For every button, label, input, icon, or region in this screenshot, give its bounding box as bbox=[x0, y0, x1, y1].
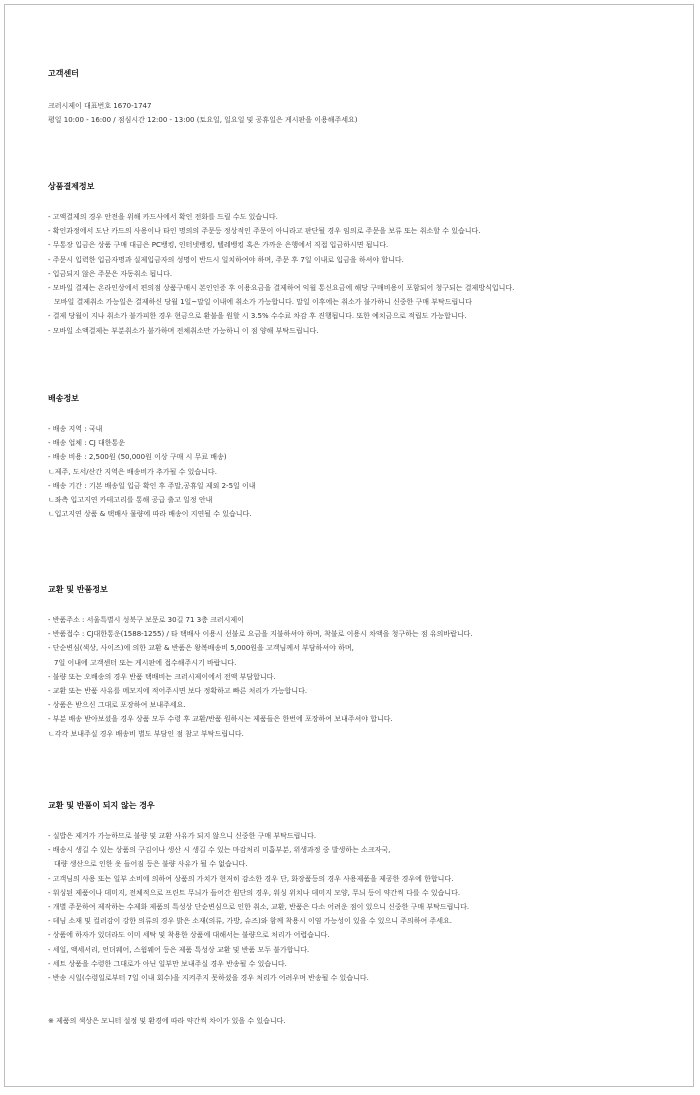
info-line: - 확인과정에서 도난 카드의 사용이나 타인 명의의 주문등 정상적인 주문이 아니라고 판단될 경우 임의로 주문을 보류 또는 취소할 수 있습니다. bbox=[48, 227, 481, 236]
info-line: - 배송시 생길 수 있는 상품의 구김이나 생산 시 생길 수 있는 마감처리 미흡부분, 위생과정 중 발생하는 소크자국, bbox=[48, 846, 391, 855]
section-title: 교환 및 반품정보 bbox=[48, 585, 108, 594]
section-title: 상품결제정보 bbox=[48, 182, 95, 191]
section-customer-center bbox=[48, 68, 648, 127]
info-line: - 배송 비용 : 2,500원 (50,000원 이상 구매 시 무료 배송) bbox=[48, 453, 227, 462]
info-line: - 모바일 소액결제는 부분취소가 불가하며 전체취소만 가능하니 이 점 양해 부탁드립니다. bbox=[48, 326, 319, 335]
info-line: 모바일 결제취소 가능일은 결제하신 당월 1일~말일 이내에 취소가 가능합니다. 말일 이후에는 취소가 불가하니 신중한 구매 부탁드립니다 bbox=[54, 298, 472, 307]
info-line: - 상품은 받으신 그대로 포장하여 보내주세요. bbox=[48, 701, 186, 710]
info-line: - 반송 시일(수령일로부터 7일 이내 회수)을 지켜주지 못하셨을 경우 처리가 어려우며 반송될 수 있습니다. bbox=[48, 974, 369, 983]
info-line: - 상품에 하자가 있더라도 이미 세탁 및 착용한 상품에 대해서는 불량으로 처리가 어렵습니다. bbox=[48, 931, 330, 940]
info-line: - 모바일 결제는 온라인상에서 편의점 상품구매시 본인인증 후 이용요금을 결제하여 익월 통신요금에 해당 구매비용이 포함되어 청구되는 결제방식입니다. bbox=[48, 284, 515, 293]
info-line: - 불량 또는 오배송의 경우 반품 택배비는 크러시제이에서 전액 부담합니다. bbox=[48, 672, 276, 681]
info-line: - 배송 지역 : 국내 bbox=[48, 425, 103, 433]
info-line: - 고액결제의 경우 안전을 위해 카드사에서 확인 전화를 드릴 수도 있습니다. bbox=[48, 213, 278, 221]
info-line: - 실밥은 제거가 가능하므로 불량 및 교환 사유가 되지 않으니 신중한 구매 부탁드립니다. bbox=[48, 832, 317, 840]
info-line: - 단순변심(색상, 사이즈)에 의한 교환 & 반품은 왕복배송비 5,000원을 고객님께서 부담하셔야 하며, bbox=[48, 644, 354, 653]
info-line: - 부분 배송 받아보셨을 경우 상품 모두 수령 후 교환/반품 원하시는 제품들은 한번에 포장하여 보내주셔야 합니다. bbox=[48, 715, 393, 724]
section-non-returnable bbox=[48, 800, 648, 985]
info-line: - 데님 소재 및 컬러감이 강한 의류의 경우 밝은 소재(의류, 가방, 슈즈)와 함께 착용시 이염 가능성이 있을 수 있으니 주의하여 주세요. bbox=[48, 917, 453, 926]
info-line: - 주문시 입력한 입금자명과 실제입금자의 성명이 반드시 일치하여야 하며, 주문 후 7일 이내로 입금을 하셔야 합니다. bbox=[48, 255, 404, 264]
info-line: - 배송 업체 : CJ 대한통운 bbox=[48, 439, 126, 448]
info-line: - 워싱된 제품이나 데미지, 전체적으로 프린트 무늬가 들어간 원단의 경우, 워싱 위치나 데미지 모양, 무늬 등이 약간씩 다를 수 있습니다. bbox=[48, 888, 461, 897]
info-line: - 개별 주문하여 제작하는 수제화 제품의 특성상 단순변심으로 인한 취소, 교환, 반품은 다소 어려운 점이 있으니 신중한 구매 부탁드립니다. bbox=[48, 903, 470, 912]
section-exchange-return-info bbox=[48, 584, 648, 741]
section-title: 고객센터 bbox=[48, 69, 79, 78]
info-line: ㄴ입고지연 상품 & 택배사 물량에 따라 배송이 지연될 수 있습니다. bbox=[48, 510, 252, 519]
section-delivery-info bbox=[48, 393, 648, 521]
color-disclaimer bbox=[48, 1014, 648, 1028]
info-line: - 세일, 액세서리, 언더웨어, 스윔웨어 등은 제품 특성상 교환 및 반품 모두 불가합니다. bbox=[48, 945, 310, 954]
info-line: - 교환 또는 반품 사유를 메모지에 적어주시면 보다 정확하고 빠른 처리가 가능합니다. bbox=[48, 687, 308, 696]
info-line: - 세트 상품을 수령한 그대로가 아닌 일부만 보내주실 경우 반송될 수 있습니다. bbox=[48, 959, 287, 968]
info-line: - 고객님의 사용 또는 일부 소비에 의하여 상품의 가치가 현저히 감소한 경우 단, 화장품등의 경우 사용제품을 제공한 경우에 한합니다. bbox=[48, 874, 454, 883]
info-line: ㄴ제주, 도서/산간 지역은 배송비가 추가될 수 있습니다. bbox=[48, 467, 217, 476]
info-line: - 반품주소 : 서울특별시 성북구 보문로 30길 71 3층 크러시제이 bbox=[48, 616, 244, 624]
section-title: 교환 및 반품이 되지 않는 경우 bbox=[48, 801, 155, 810]
footnote-text: ※ 제품의 색상은 모니터 설정 및 환경에 따라 약간씩 차이가 있을 수 있습니다. bbox=[48, 1017, 286, 1025]
info-line: - 반품접수 : CJ대한통운(1588-1255) / 타 택배사 이용시 선불로 요금을 지불하셔야 하며, 착불로 이용시 차액을 청구하는 점 유의바랍니다. bbox=[48, 630, 473, 639]
info-line: 7일 이내에 고객센터 또는 게시판에 접수해주시기 바랍니다. bbox=[54, 658, 237, 667]
info-line: - 입금되지 않은 주문은 자동취소 됩니다. bbox=[48, 269, 173, 278]
info-line: - 결제 당월이 지나 취소가 불가피한 경우 현금으로 환불을 원할 시 3.5% 수수료 차감 후 진행됩니다. 또한 예치금으로 적립도 가능합니다. bbox=[48, 312, 467, 321]
section-title: 배송정보 bbox=[48, 394, 79, 403]
info-line: 크러시제이 대표번호 1670-1747 bbox=[48, 102, 152, 110]
info-line: - 배송 기간 : 기본 배송일 입금 확인 후 주말,공휴일 제외 2-5일 이내 bbox=[48, 481, 256, 490]
info-line: 대량 생산으로 인한 옷 들어짐 등은 불량 사유가 될 수 없습니다. bbox=[54, 860, 248, 869]
section-payment-info bbox=[48, 181, 648, 338]
info-line: 평일 10:00 - 16:00 / 점심시간 12:00 - 13:00 (토요일, 일요일 및 공휴일은 게시판을 이용해주세요) bbox=[48, 116, 358, 125]
info-line: - 무통장 입금은 상품 구매 대금은 PC뱅킹, 인터넷뱅킹, 텔레뱅킹 혹은 가까운 은행에서 직접 입금하시면 됩니다. bbox=[48, 241, 389, 250]
info-line: ㄴ좌측 입고지연 카테고리를 통해 공급 출고 일정 안내 bbox=[48, 496, 213, 505]
info-line: ㄴ각각 보내주실 경우 배송비 별도 부담인 점 참고 부탁드립니다. bbox=[48, 729, 244, 738]
